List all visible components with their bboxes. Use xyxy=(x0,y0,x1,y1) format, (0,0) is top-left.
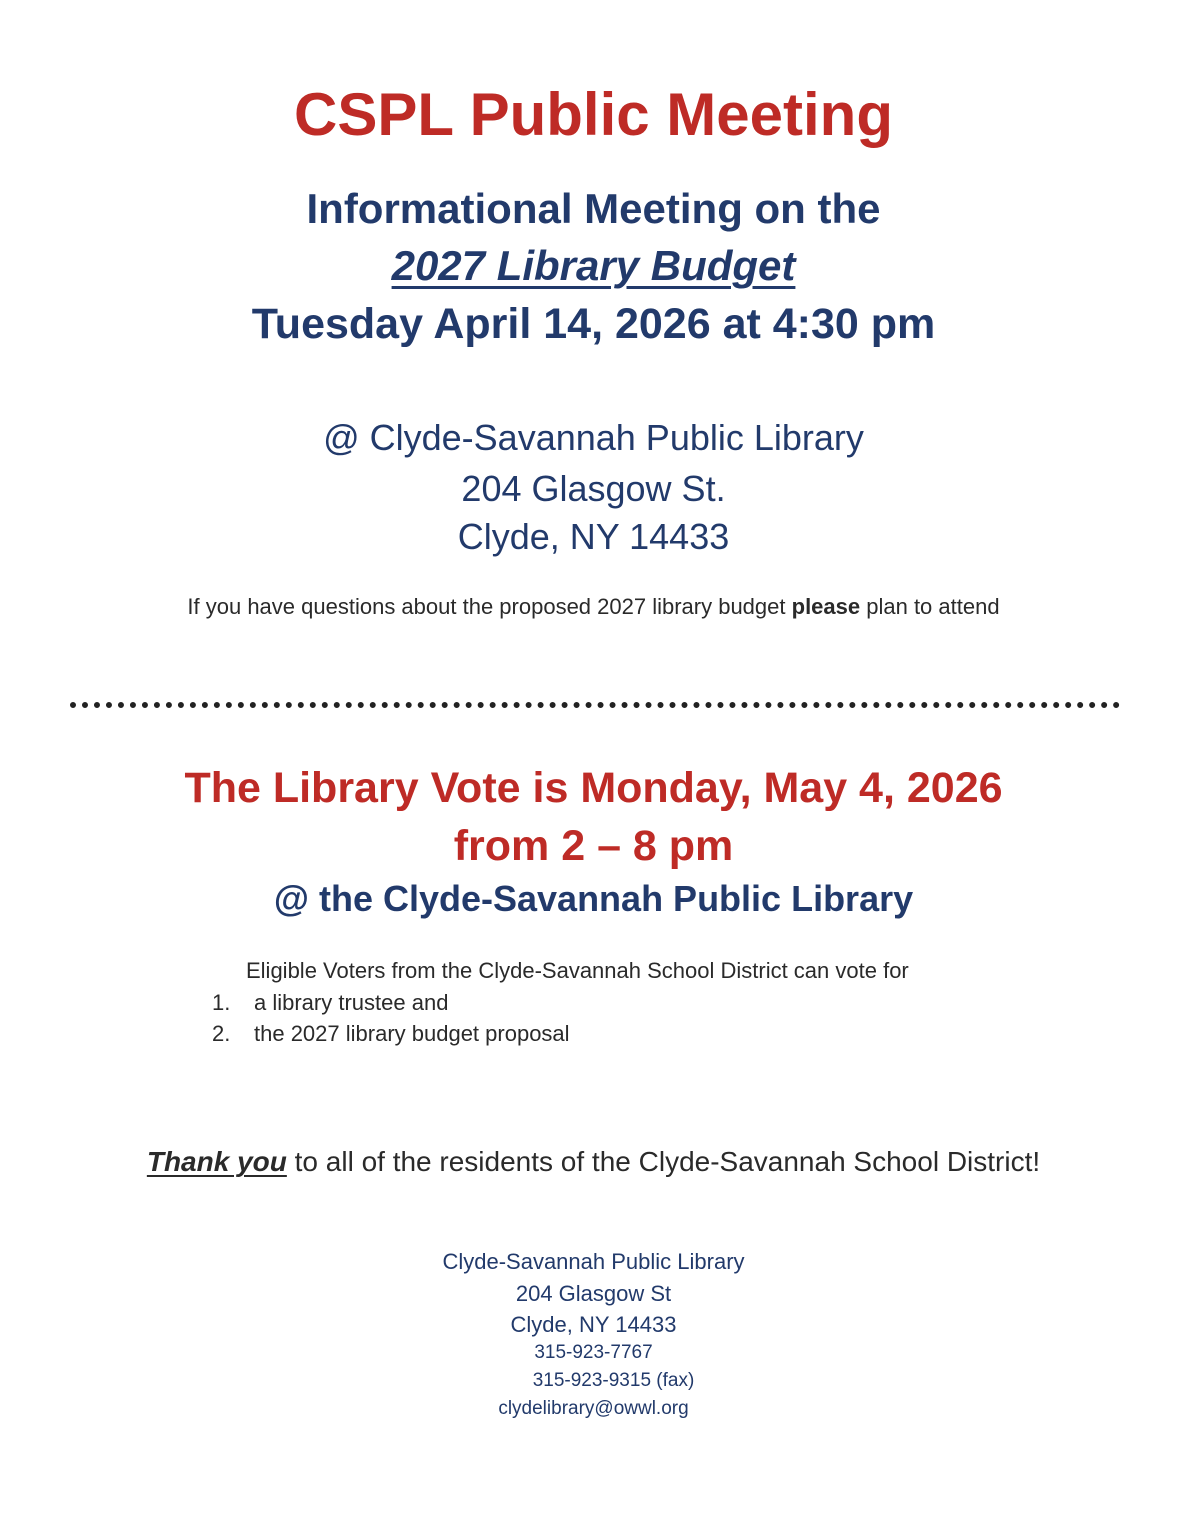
thank-you-rest: to all of the residents of the Clyde-Savannah School District! xyxy=(286,1146,1041,1177)
footer-library-name: Clyde-Savannah Public Library xyxy=(442,1249,745,1274)
footer-fax: 315-923-9315 (fax) xyxy=(532,1370,695,1391)
footer-email: clydelibrary@owwl.org xyxy=(498,1398,689,1419)
meeting-date: Tuesday April 14, 2026 at 4:30 pm xyxy=(251,300,936,348)
footer-phone: 315-923-7767 xyxy=(534,1342,653,1363)
vote-location: @ the Clyde-Savannah Public Library xyxy=(273,878,914,919)
eligibility-intro: Eligible Voters from the Clyde-Savannah School District can vote for xyxy=(246,958,909,983)
page-title: CSPL Public Meeting xyxy=(294,81,893,148)
list-item xyxy=(212,990,448,1016)
budget-title xyxy=(0,242,1187,290)
list-item-text: a library trustee and xyxy=(254,990,449,1015)
location-street: 204 Glasgow St. xyxy=(461,468,726,509)
thank-you-message xyxy=(0,1146,1187,1178)
location-city: Clyde, NY 14433 xyxy=(457,516,730,557)
location-name: @ Clyde-Savannah Public Library xyxy=(323,417,864,458)
list-item-number: 1. xyxy=(212,990,231,1015)
dotted-divider xyxy=(70,702,1120,708)
info-meeting-heading: Informational Meeting on the xyxy=(306,185,881,232)
vote-date: The Library Vote is Monday, May 4, 2026 xyxy=(184,764,1003,812)
budget-title-text: 2027 Library Budget xyxy=(391,242,796,289)
questions-text-before: If you have questions about the proposed 2027 library budget xyxy=(187,594,792,619)
list-item-number: 2. xyxy=(212,1021,231,1046)
thank-you-emphasis: Thank you xyxy=(146,1146,287,1177)
footer-city: Clyde, NY 14433 xyxy=(510,1312,677,1337)
vote-hours: from 2 – 8 pm xyxy=(453,822,734,870)
questions-note xyxy=(0,594,1187,620)
footer-street: 204 Glasgow St xyxy=(515,1281,672,1306)
questions-text-after: plan to attend xyxy=(860,594,1000,619)
list-item xyxy=(212,1021,570,1047)
list-item-text: the 2027 library budget proposal xyxy=(254,1021,570,1046)
questions-emphasis: please xyxy=(791,594,861,619)
